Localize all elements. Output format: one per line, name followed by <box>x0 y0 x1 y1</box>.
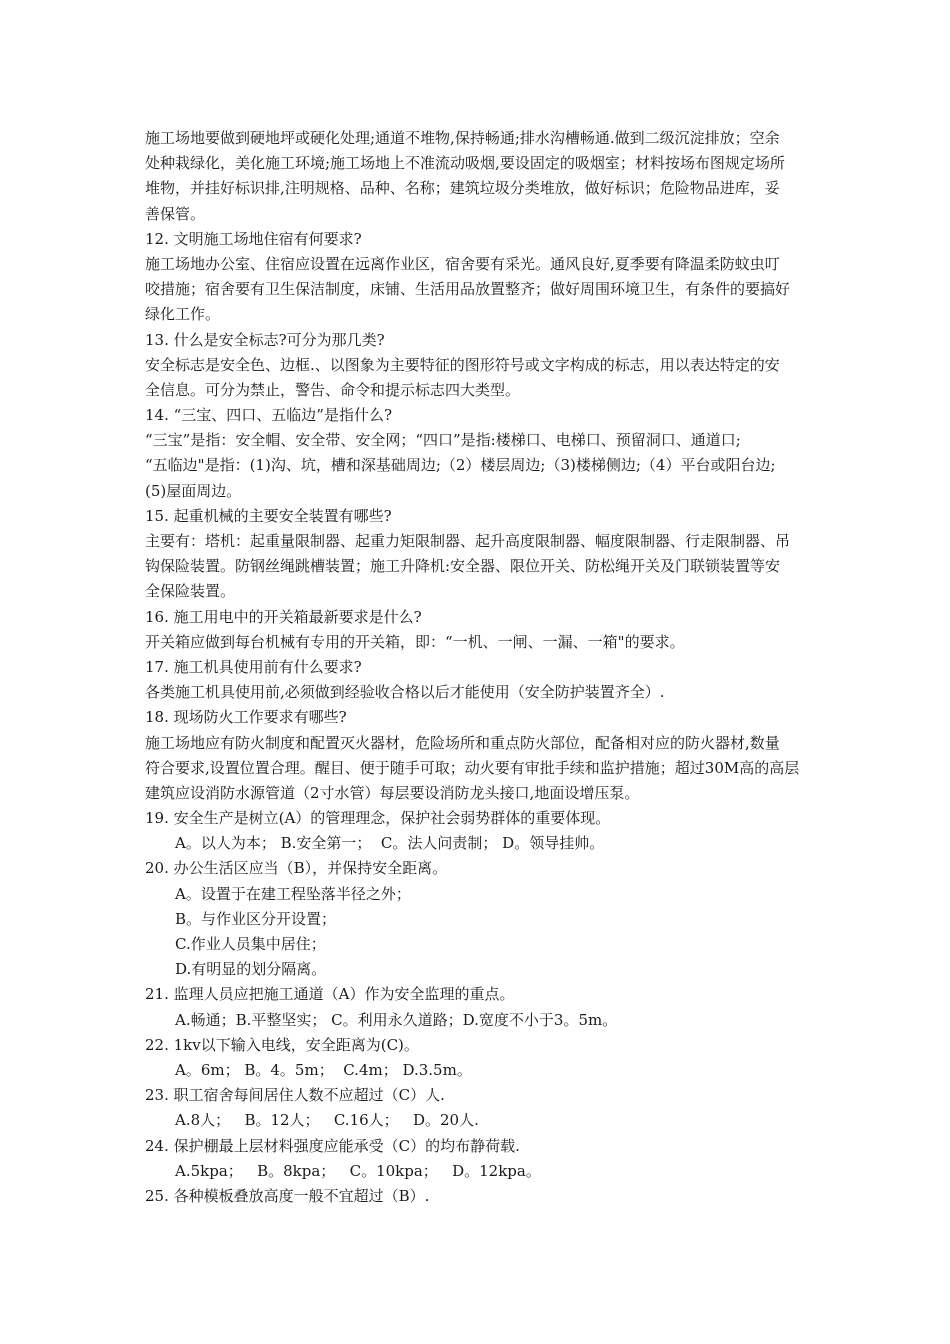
text-line: 施工场地办公室、住宿应设置在远离作业区，宿舍要有采光。通风良好,夏季要有降温柔防蚊虫叮 <box>145 254 780 273</box>
answer-option-line: A.8人； B。12人； C.16人； D。20人. <box>175 1111 479 1130</box>
answer-option-line: A.畅通；B.平整坚实； C。利用永久道路；D.宽度不小于3。5m。 <box>175 1010 618 1029</box>
text-line: 16. 施工用电中的开关箱最新要求是什么? <box>145 607 422 626</box>
text-line: (5)屋面周边。 <box>145 481 242 500</box>
text-line: “五临边"是指：(1)沟、坑，槽和深基础周边;（2）楼层周边;（3)楼梯侧边;（4）平台或阳台边; <box>145 456 776 475</box>
document-page <box>145 126 875 1209</box>
text-line: 19. 安全生产是树立(A）的管理理念，保护社会弱势群体的重要体现。 <box>145 809 611 828</box>
text-line: 主要有：塔机：起重量限制器、起重力矩限制器、起升高度限制器、幅度限制器、行走限制器、吊 <box>145 532 791 550</box>
text-line: 施工场地要做到硬地坪或硬化处理;通道不堆物,保持畅通;排水沟槽畅通.做到二级沉淀排放；空余 <box>145 129 780 147</box>
text-line: 15. 起重机械的主要安全装置有哪些? <box>145 506 392 525</box>
answer-option-line: C.作业人员集中居住； <box>175 935 326 953</box>
text-line: 12. 文明施工场地住宿有何要求? <box>145 229 362 248</box>
answer-option-line: A。以人为本； B.安全第一； C。法人问责制； D。领导挂帅。 <box>175 834 605 853</box>
text-line: 22. 1kv以下输入电线，安全距离为(C)。 <box>145 1035 419 1054</box>
text-line: 18. 现场防火工作要求有哪些? <box>145 708 347 727</box>
text-line: 17. 施工机具使用前有什么要求? <box>145 657 362 676</box>
text-line: 施工场地应有防火制度和配置灭火器材，危险场所和重点防火部位，配备相对应的防火器材,数量 <box>145 733 780 752</box>
text-line: 21. 监理人员应把施工通道（A）作为安全监理的重点。 <box>145 985 515 1004</box>
text-line: 各类施工机具使用前,必须做到经验收合格以后才能使用（安全防护装置齐全）. <box>145 683 665 702</box>
text-line: 建筑应设消防水源管道（2寸水管）每层要设消防龙头接口,地面设增压泵。 <box>145 783 640 802</box>
text-line: 安全标志是安全色、边框.、以图象为主要特征的图形符号或文字构成的标志，用以表达特定的安 <box>145 355 780 374</box>
text-line: 善保管。 <box>145 204 206 223</box>
text-line: 25. 各种模板叠放高度一般不宜超过（B）. <box>145 1186 430 1205</box>
text-line: 23. 职工宿舍每间居住人数不应超过（C）人. <box>145 1086 445 1105</box>
text-line: 24. 保护棚最上层材料强度应能承受（C）的均布静荷载. <box>145 1136 520 1155</box>
text-line: 14. “三宝、四口、五临边”是指什么? <box>145 406 393 425</box>
text-line: 钩保险装置。防钢丝绳跳槽装置；施工升降机:安全器、限位开关、防松绳开关及门联锁装置等安 <box>145 557 781 576</box>
text-line: 咬措施；宿舍要有卫生保洁制度，床铺、生活用品放置整齐；做好周围环境卫生，有条件的要搞好 <box>145 280 791 299</box>
text-line: 开关箱应做到每台机械有专用的开关箱，即：“一机、一闸、一漏、一箱"的要求。 <box>145 632 685 651</box>
answer-option-line: A。设置于在建工程坠落半径之外； <box>175 884 411 903</box>
answer-option-line: A.5kpa； B。8kpa； C。10kpa； D。12kpa。 <box>175 1161 541 1180</box>
text-line: 全保险装置。 <box>145 582 236 601</box>
text-line: 符合要求,设置位置合理。醒目、便于随手可取；动火要有审批手续和监护措施；超过30M高的高层 <box>145 758 800 777</box>
text-line: 全信息。可分为禁止，警告、命令和提示标志四大类型。 <box>145 380 521 399</box>
text-line: 处种栽绿化，美化施工环境;施工场地上不准流动吸烟,要设固定的吸烟室；材料按场布图规定场所 <box>145 154 785 173</box>
answer-option-line: B。与作业区分开设置； <box>175 909 337 928</box>
text-line: 绿化工作。 <box>145 305 221 324</box>
answer-option-line: D.有明显的划分隔离。 <box>175 960 327 979</box>
answer-option-line: A。6m； B。4。5m； C.4m； D.3.5m。 <box>175 1060 472 1079</box>
text-line: 20. 办公生活区应当（B），并保持安全距离。 <box>145 859 448 878</box>
text-line: “三宝”是指：安全帽、安全带、安全网；“四口”是指:楼梯口、电梯口、预留洞口、通道口; <box>145 431 741 450</box>
text-line: 堆物，并挂好标识排,注明规格、品种、名称；建筑垃圾分类堆放，做好标识；危险物品进库，妥 <box>145 179 780 198</box>
text-line: 13. 什么是安全标志?可分为那几类? <box>145 330 385 349</box>
